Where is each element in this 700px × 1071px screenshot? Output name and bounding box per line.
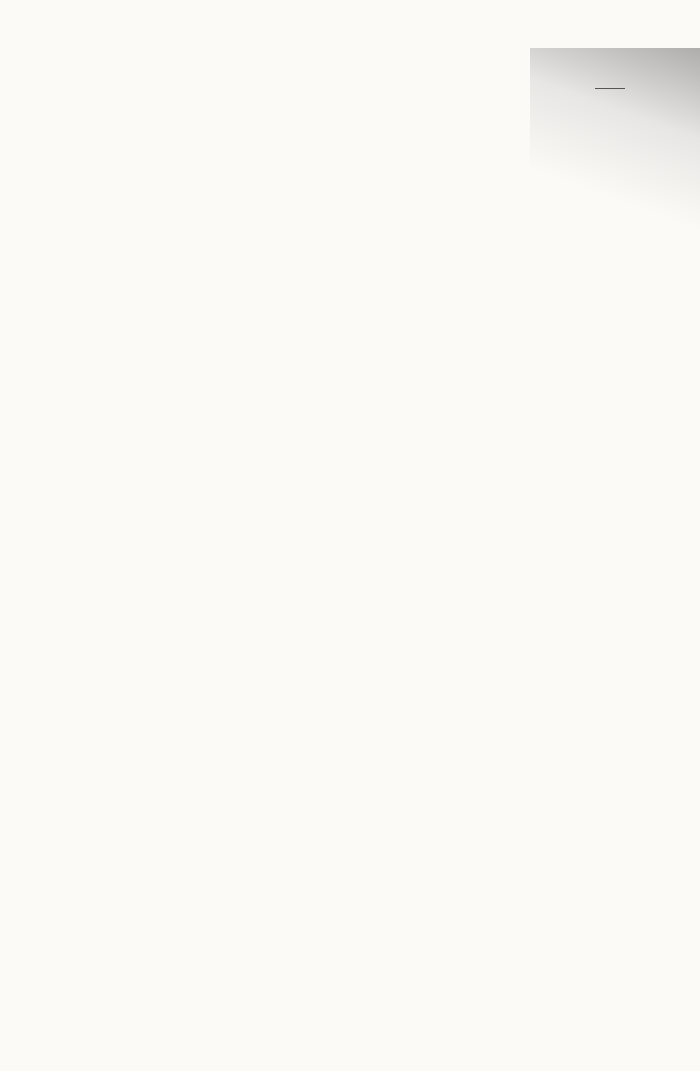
top-entries-list	[0, 0, 700, 17]
page-column-rule	[595, 88, 625, 89]
scan-shadow	[530, 48, 700, 248]
